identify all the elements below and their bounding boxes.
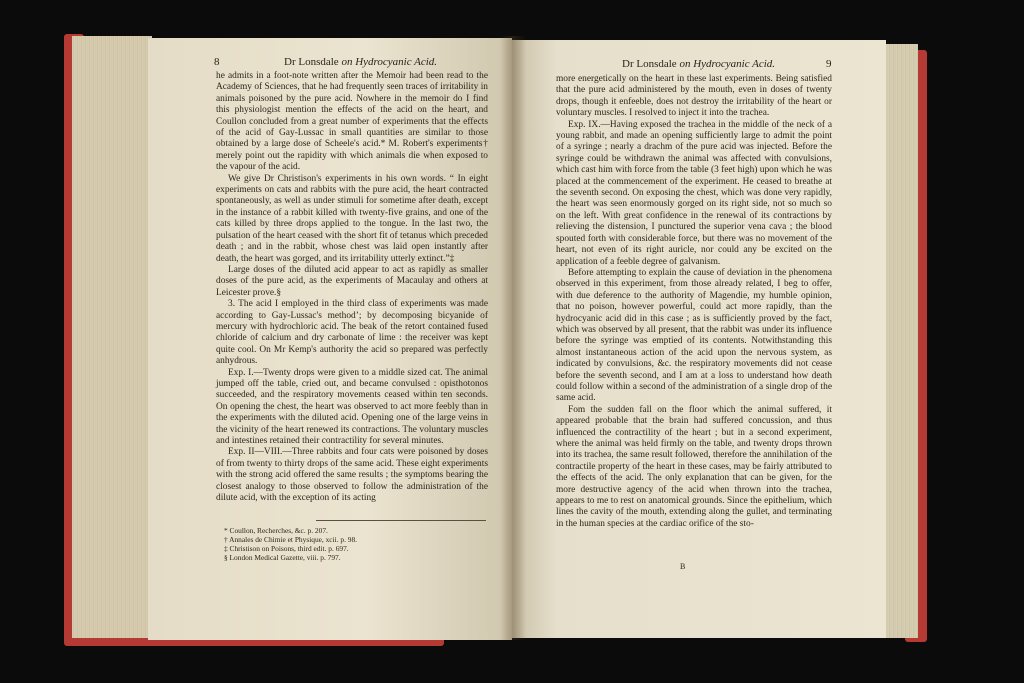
footnote: § London Medical Gazette, viii. p. 797.	[224, 553, 341, 562]
paragraph: 3. The acid I employed in the third class of experiments was made according to Gay-Lussac's method’; by decomposing bicyanide of mercury with hydrochloric acid. The beak of the retort contained fused chloride of calcium and dry carbonate of lime : the receiver was kept quite cool. On Mr Kemp's authority the acid so prepared was perfectly anhydrous.	[216, 299, 488, 367]
left-page-number: 8	[214, 56, 220, 68]
page-edges-right	[884, 44, 918, 638]
footnote: † Annales de Chimie et Physique, xcii. p. 98.	[224, 535, 358, 544]
footnote-rule	[316, 520, 486, 521]
paragraph: Fom the sudden fall on the floor which the animal suffered, it appeared probable that the brain had suffered concussion, and thus influenced the contractility of the heart ; but in a second experiment, where the animal was held firmly on the table, and twenty drops thrown into its trachea, the same result followed, therefore the annihilation of the contractile property of the heart in these cases, may be fairly attributed to the effects of the acid. The only explanation that can be given, for the more destructive agency of the acid when thrown into the trachea, appears to me to rest on anatomical grounds. Since the epithelium, which lines the cavity of the mouth, extending along the gullet, and terminating in the human species at the cardiac orifice of the sto-	[556, 404, 832, 529]
right-running-head-author: Dr Lonsdale	[622, 58, 677, 70]
paragraph: Large doses of the diluted acid appear to act as rapidly as smaller doses of the pure acid, as the experiments of Macaulay and others at Leicester prove.§	[216, 264, 488, 298]
paragraph: Exp. II—VIII.—Three rabbits and four cats were poisoned by doses of from twenty to thirty drops of the same acid. These eight experiments with the strong acid offered the same results ; the symptoms bearing the closest analogy to those observed to follow the administration of the dilute acid, with the exception of its acting	[216, 447, 488, 504]
left-page	[148, 38, 512, 640]
footnote: * Coullon, Recherches, &c. p. 207.	[224, 526, 328, 535]
paragraph: more energetically on the heart in these last experiments. Being satisfied that the pure acid administered by the mouth, even in doses of twenty drops, though it enfeeble, does not destroy the irritability of the heart or voluntary muscles. I resolved to inject it into the trachea.	[556, 74, 832, 119]
paragraph: We give Dr Christison's experiments in his own words. “ In eight experiments on cats and rabbits with the pure acid, the heart contracted spontaneously, as well as under stimuli for sometime after death, except in the instance of a rabbit killed with twenty-five grains, and one of the cats killed by three drops applied to the tongue. In the last two, the pulsation of the heart ceased with the short fit of tetanus which preceded death ; and in the rabbit, whose chest was laid open instantly after death, the heart was gorged, and its irritability utterly extinct.”‡	[216, 173, 488, 264]
footnote: ‡ Christison on Poisons, third edit. p. 697.	[224, 544, 349, 553]
right-running-head-title: on Hydrocyanic Acid.	[679, 58, 776, 70]
page-edges-left	[72, 36, 152, 638]
paragraph: Before attempting to explain the cause of deviation in the phenomena observed in this experiment, from those already related, I beg to offer, with due deference to the authority of Magendie, my humble opinion, that no poison, however powerful, could act more rapidly, than the hydrocyanic acid did in this case ; as is sufficiently proved by the fact, which was observed by all present, that the rabbit was under its influence before the syringe was emptied of its contents. Notwithstanding this almost instantaneous action of the acid upon the nervous system, as indicated by convulsions, &c. the respiratory movements did not cease before the seventh second, and I am at a loss to understand how death could follow within a second of the administration of a single drop of the same acid.	[556, 267, 832, 404]
right-page-number: 9	[826, 58, 832, 70]
left-running-head	[284, 56, 437, 68]
left-running-head-title: on Hydrocyanic Acid.	[341, 56, 438, 68]
book-gutter	[500, 36, 526, 640]
left-body-text	[216, 71, 488, 504]
left-running-head-author: Dr Lonsdale	[284, 56, 339, 68]
left-footnotes	[224, 526, 484, 562]
paragraph: he admits in a foot-note written after the Memoir had been read to the Academy of Sciences, that he had frequently seen traces of irritability in animals poisoned by the pure acid. Nowhere in the memoir do I find this physiologist mention the effects of the acid on the heart, and Coullon concluded from a great number of experiments that the effects of the acid of Gay-Lussac in small quantities are similar to those obtained by a large dose of Scheele's acid.* M. Robert's experiments† merely point out the rapidity with which animals die when exposed to the vapour of the acid.	[216, 71, 488, 173]
signature-mark: B	[680, 562, 686, 571]
right-page	[512, 40, 886, 638]
right-running-head	[622, 58, 775, 70]
paragraph: Exp. IX.—Having exposed the trachea in the middle of the neck of a young rabbit, and made an opening sufficiently large to admit the point of a syringe ; nearly a drachm of the pure acid was injected. Before the syringe could be withdrawn the animal was affected with convulsions, which cast him with force from the table (3 feet high) upon which he was placed at the commencement of the experiment. He ceased to breathe at the seventh second. On exposing the chest, which was done very rapidly, the heart was seen enormously gorged on its right side, not so much so on the left. With great confidence in the renewal of its contractions by relieving the distension, I punctured the superior vena cava ; the blood spouted forth with considerable force, but there was no movement of the heart, not even of its right auricle, nor could any be excited on the application of a feeble degree of galvanism.	[556, 119, 832, 267]
right-body-text	[556, 74, 832, 530]
paragraph: Exp. I.—Twenty drops were given to a middle sized cat. The animal jumped off the table, cried out, and became convulsed : opisthotonos succeeded, and the respiratory movements ceased within ten seconds. On opening the chest, the heart was observed to act more feebly than in the experiments with the diluted acid. Opening one of the large veins in the vicinity of the heart renewed its contractions. The voluntary muscles and intestines retained their contractility for several minutes.	[216, 367, 488, 446]
